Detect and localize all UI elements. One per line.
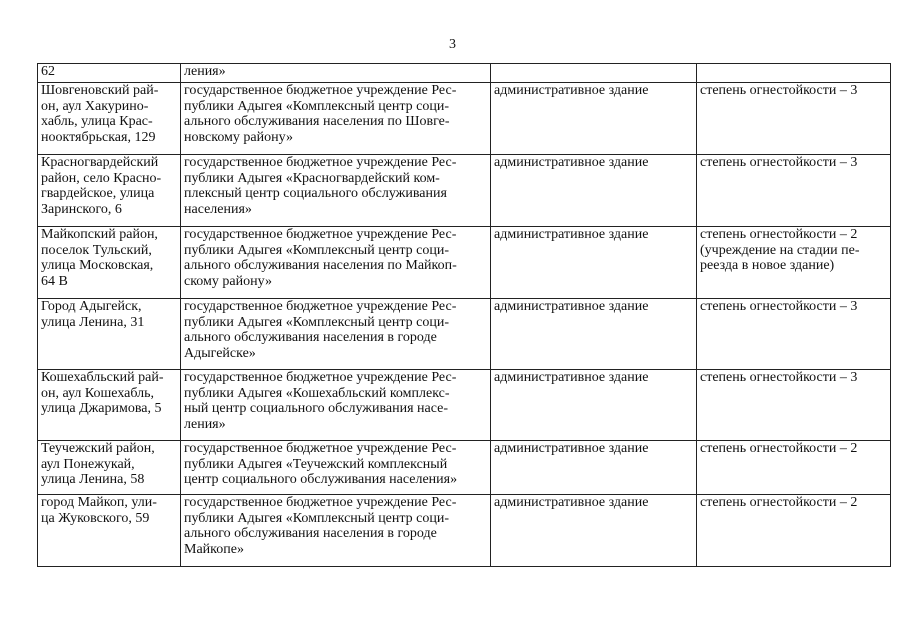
cell-text-line: улица Московская, (41, 258, 154, 274)
table-row (38, 495, 891, 567)
institution-cell (181, 64, 491, 83)
location-cell (38, 441, 181, 495)
cell-text-line: государственное бюджетное учреждение Рес- (184, 155, 457, 170)
cell-text-line: степень огнестойкости – 3 (700, 155, 858, 170)
cell-text-line: ального обслуживания населения в городе (184, 526, 437, 542)
location-cell (38, 370, 181, 441)
cell-text-line: степень огнестойкости – 3 (700, 299, 858, 314)
cell-text-line: степень огнестойкости – 2 (700, 227, 858, 242)
cell-text-line: Адыгейске» (184, 345, 256, 361)
building-type-cell (491, 64, 697, 83)
building-type-cell (491, 495, 697, 567)
table-row (38, 441, 891, 495)
building-type-cell (491, 441, 697, 495)
institution-cell (181, 495, 491, 567)
cell-text-line: ления» (184, 64, 226, 79)
cell-text-line: публики Адыгея «Теучежский комплексный (184, 456, 448, 472)
table-row (38, 227, 891, 299)
cell-text-line: государственное бюджетное учреждение Рес- (184, 299, 457, 314)
cell-text-line: государственное бюджетное учреждение Рес- (184, 370, 457, 385)
cell-text-line: 64 В (41, 273, 68, 289)
cell-text-line: реезда в новое здание) (700, 258, 835, 274)
cell-text-line: публики Адыгея «Кошехабльский комплекс- (184, 385, 450, 401)
cell-text-line: административное здание (494, 155, 649, 170)
cell-text-line: ального обслуживания населения по Шовге- (184, 114, 450, 130)
table-row (38, 370, 891, 441)
page-number: 3 (449, 37, 456, 52)
cell-text-line: город Майкоп, ули- (41, 495, 157, 510)
cell-text-line: Красногвардейский (41, 155, 159, 170)
cell-text-line: степень огнестойкости – 2 (700, 495, 858, 510)
cell-text-line: административное здание (494, 495, 649, 510)
cell-text-line: административное здание (494, 299, 649, 314)
location-cell (38, 227, 181, 299)
institution-cell (181, 227, 491, 299)
cell-text-line: Теучежский район, (41, 441, 155, 456)
cell-text-line: государственное бюджетное учреждение Рес- (184, 83, 457, 98)
cell-text-line: Кошехабльский рай- (41, 370, 164, 385)
cell-text-line: государственное бюджетное учреждение Рес- (184, 441, 457, 456)
cell-text-line: улица Ленина, 31 (41, 314, 145, 330)
fire-resistance-cell (697, 227, 891, 299)
table-row (38, 155, 891, 227)
cell-text-line: скому району» (184, 273, 272, 289)
cell-text-line: Шовгеновский рай- (41, 83, 159, 98)
building-type-cell (491, 83, 697, 155)
cell-text-line: населения» (184, 201, 252, 217)
cell-text-line: улица Ленина, 58 (41, 472, 145, 488)
cell-text-line: публики Адыгея «Комплексный центр соци- (184, 314, 450, 330)
table-row (38, 83, 891, 155)
cell-text-line: административное здание (494, 83, 649, 98)
cell-text-line: он, аул Хакурино- (41, 98, 149, 114)
building-type-cell (491, 155, 697, 227)
fire-resistance-cell (697, 299, 891, 370)
institution-cell (181, 441, 491, 495)
building-type-cell (491, 370, 697, 441)
cell-text-line: государственное бюджетное учреждение Рес- (184, 227, 457, 242)
cell-text-line: публики Адыгея «Комплексный центр соци- (184, 242, 450, 258)
cell-text-line: степень огнестойкости – 3 (700, 83, 858, 98)
cell-text-line: Майкопский район, (41, 227, 158, 242)
table-row (38, 299, 891, 370)
fire-resistance-cell (697, 495, 891, 567)
cell-text-line: Заринского, 6 (41, 201, 122, 217)
institution-cell (181, 370, 491, 441)
cell-text-line: степень огнестойкости – 3 (700, 370, 858, 385)
cell-text-line: (учреждение на стадии пе- (700, 242, 860, 258)
location-cell (38, 299, 181, 370)
cell-text-line: Майкопе» (184, 541, 244, 557)
cell-text-line: государственное бюджетное учреждение Рес- (184, 495, 457, 510)
institution-cell (181, 83, 491, 155)
cell-text-line: он, аул Кошехабль, (41, 385, 154, 401)
fire-resistance-cell (697, 64, 891, 83)
facilities-table (37, 63, 891, 567)
institution-cell (181, 155, 491, 227)
cell-text-line: центр социального обслуживания населения» (184, 472, 458, 488)
cell-text-line: публики Адыгея «Красногвардейский ком- (184, 170, 440, 186)
location-cell (38, 495, 181, 567)
cell-text-line: ления» (184, 416, 226, 432)
table-body (38, 64, 891, 567)
fire-resistance-cell (697, 155, 891, 227)
fire-resistance-cell (697, 83, 891, 155)
building-type-cell (491, 227, 697, 299)
table-row (38, 64, 891, 83)
institution-cell (181, 299, 491, 370)
fire-resistance-cell (697, 441, 891, 495)
cell-text-line: нооктябрьская, 129 (41, 129, 156, 145)
cell-text-line: 62 (41, 64, 55, 79)
location-cell (38, 83, 181, 155)
cell-text-line: аул Понежукай, (41, 456, 135, 472)
cell-text-line: ный центр социального обслуживания насе- (184, 401, 449, 417)
location-cell (38, 64, 181, 83)
cell-text-line: административное здание (494, 370, 649, 385)
cell-text-line: район, село Красно- (41, 170, 162, 186)
cell-text-line: ального обслуживания населения в городе (184, 330, 437, 346)
fire-resistance-cell (697, 370, 891, 441)
cell-text-line: поселок Тульский, (41, 242, 152, 258)
cell-text-line: ального обслуживания населения по Майкоп- (184, 258, 457, 274)
building-type-cell (491, 299, 697, 370)
cell-text-line: публики Адыгея «Комплексный центр соци- (184, 98, 450, 114)
cell-text-line: ца Жуковского, 59 (41, 510, 150, 526)
cell-text-line: административное здание (494, 441, 649, 456)
cell-text-line: улица Джаримова, 5 (41, 401, 162, 417)
cell-text-line: хабль, улица Крас- (41, 114, 153, 130)
location-cell (38, 155, 181, 227)
cell-text-line: административное здание (494, 227, 649, 242)
cell-text-line: Город Адыгейск, (41, 299, 142, 314)
cell-text-line: степень огнестойкости – 2 (700, 441, 858, 456)
cell-text-line: публики Адыгея «Комплексный центр соци- (184, 510, 450, 526)
cell-text-line: новскому району» (184, 129, 293, 145)
cell-text-line: гвардейское, улица (41, 186, 155, 202)
cell-text-line: плексный центр социального обслуживания (184, 186, 447, 202)
